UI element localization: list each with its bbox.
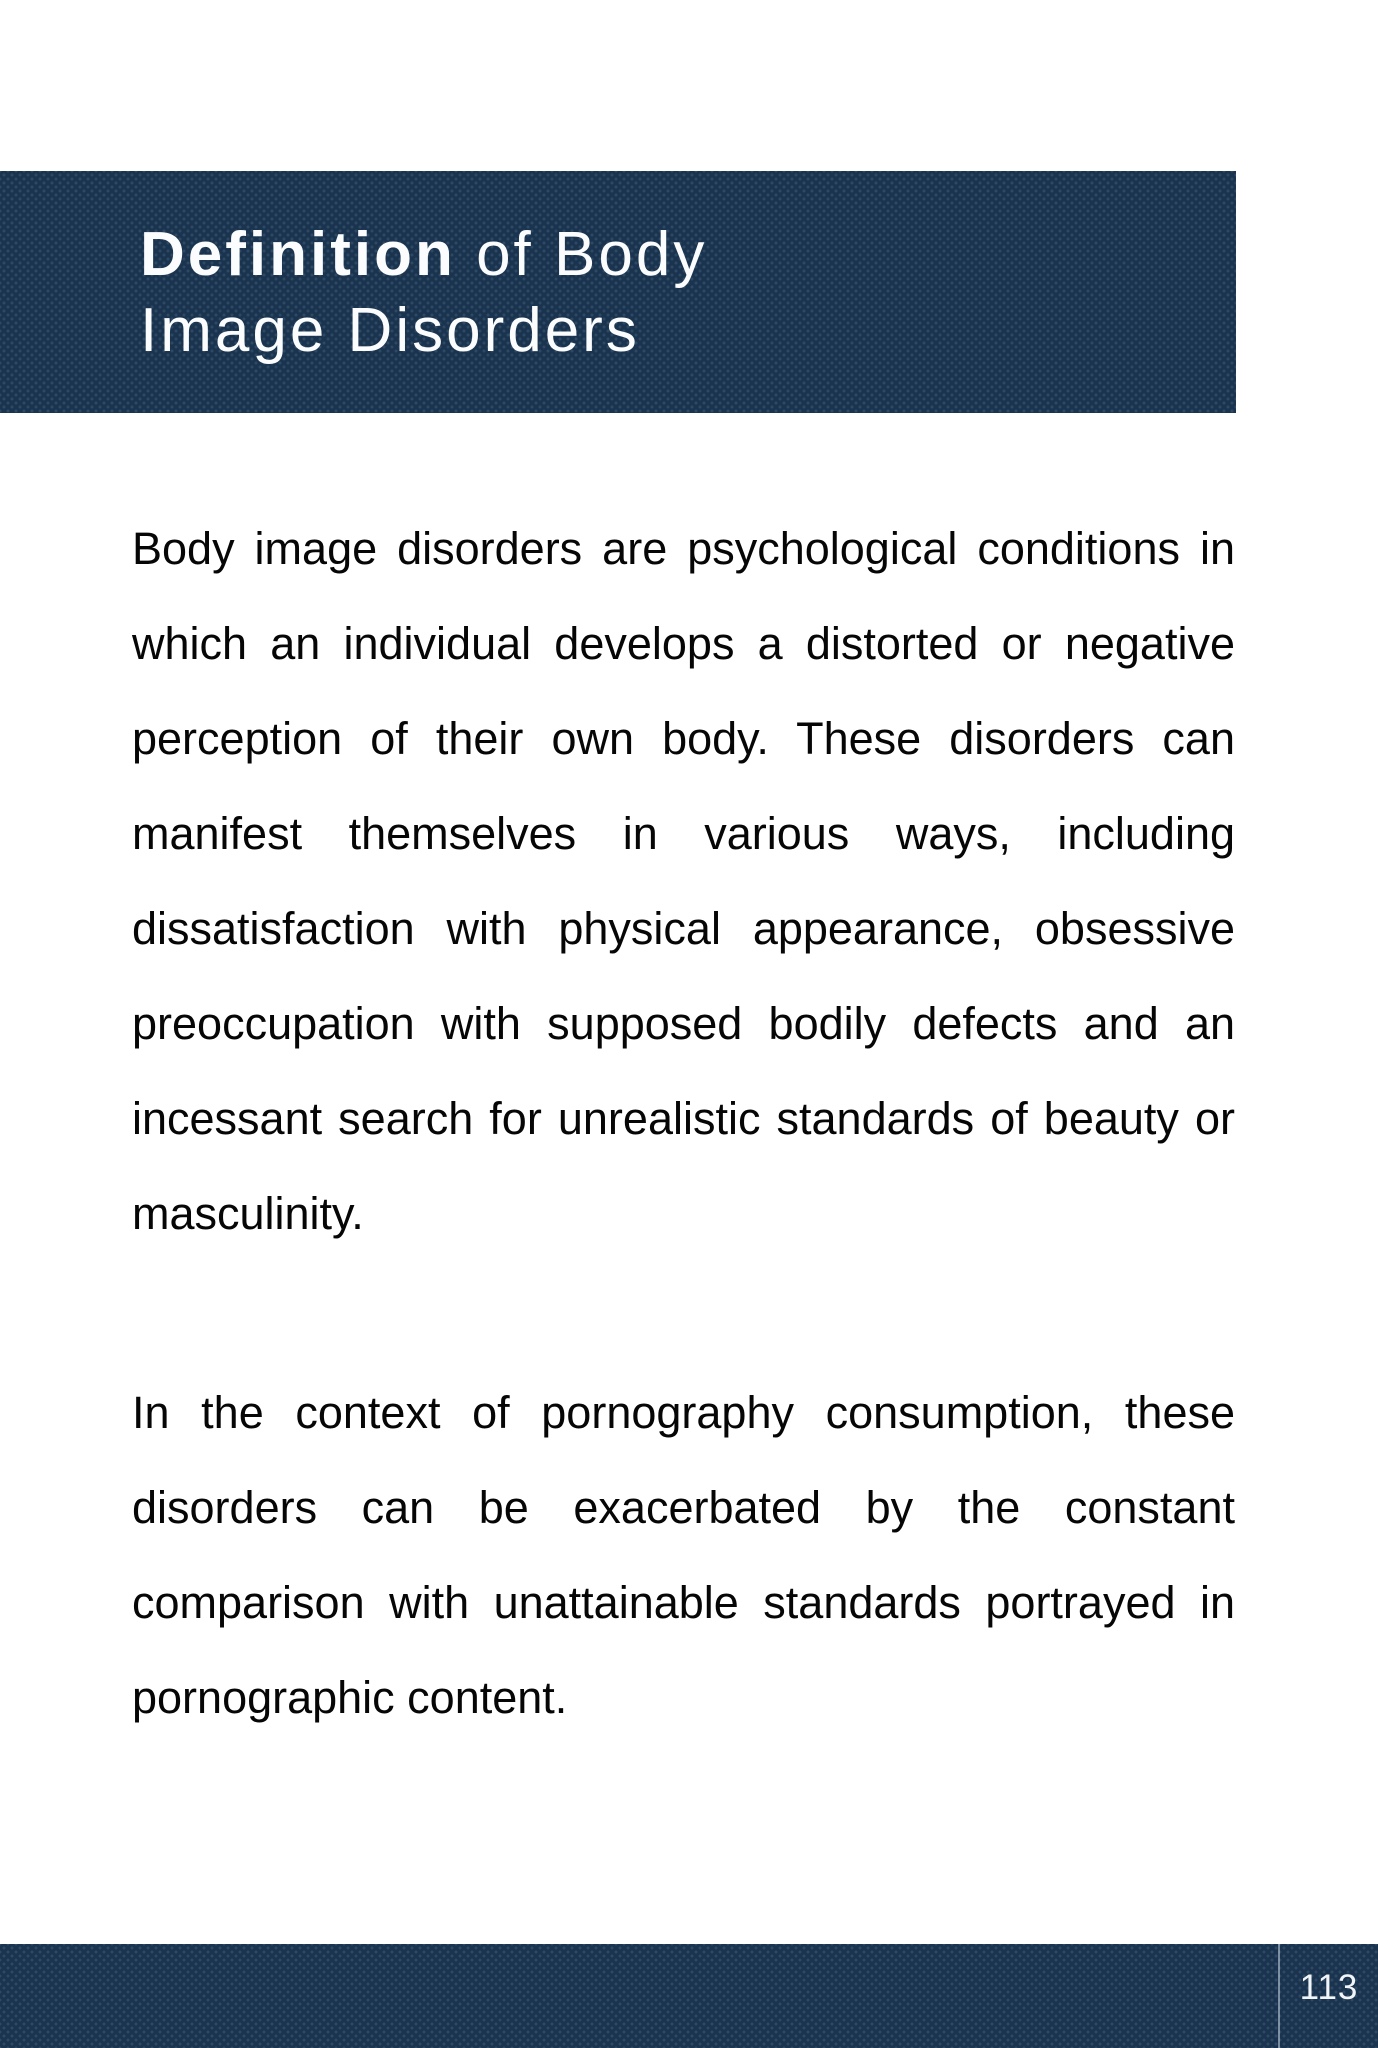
text-line: preoccupation with supposed bodily defects and an <box>132 998 1235 1049</box>
footer-band <box>0 1944 1378 2048</box>
page-title <box>140 217 1216 369</box>
text-line: comparison with unattainable standards portrayed in <box>132 1577 1235 1628</box>
text-line: masculinity. <box>132 1188 364 1239</box>
footer-left-cell <box>0 1944 1280 2048</box>
title-line-1 <box>140 217 1216 293</box>
text-line: manifest themselves in various ways, including <box>132 808 1235 859</box>
text-line: dissatisfaction with physical appearance, obsessive <box>132 903 1235 954</box>
text-line: incessant search for unrealistic standards of beauty or <box>132 1093 1235 1144</box>
title-line1-rest: of Body <box>455 220 708 289</box>
text-line: In the context of pornography consumption, these <box>132 1387 1235 1438</box>
text-line: perception of their own body. These disorders can <box>132 713 1235 764</box>
paragraph <box>132 501 1235 1261</box>
title-line-2: Image Disorders <box>140 296 640 365</box>
page-number: 113 <box>1299 1968 1359 2007</box>
text-line: which an individual develops a distorted or negative <box>132 618 1235 669</box>
footer-right-cell <box>1280 1944 1378 2048</box>
text-line: pornographic content. <box>132 1672 568 1723</box>
content-area <box>132 413 1235 1745</box>
paragraph <box>132 1365 1235 1745</box>
text-line: Body image disorders are psychological conditions in <box>132 523 1235 574</box>
text-line: disorders can be exacerbated by the constant <box>132 1482 1235 1533</box>
header-band <box>0 171 1236 413</box>
title-word-bold: Definition <box>140 220 456 289</box>
